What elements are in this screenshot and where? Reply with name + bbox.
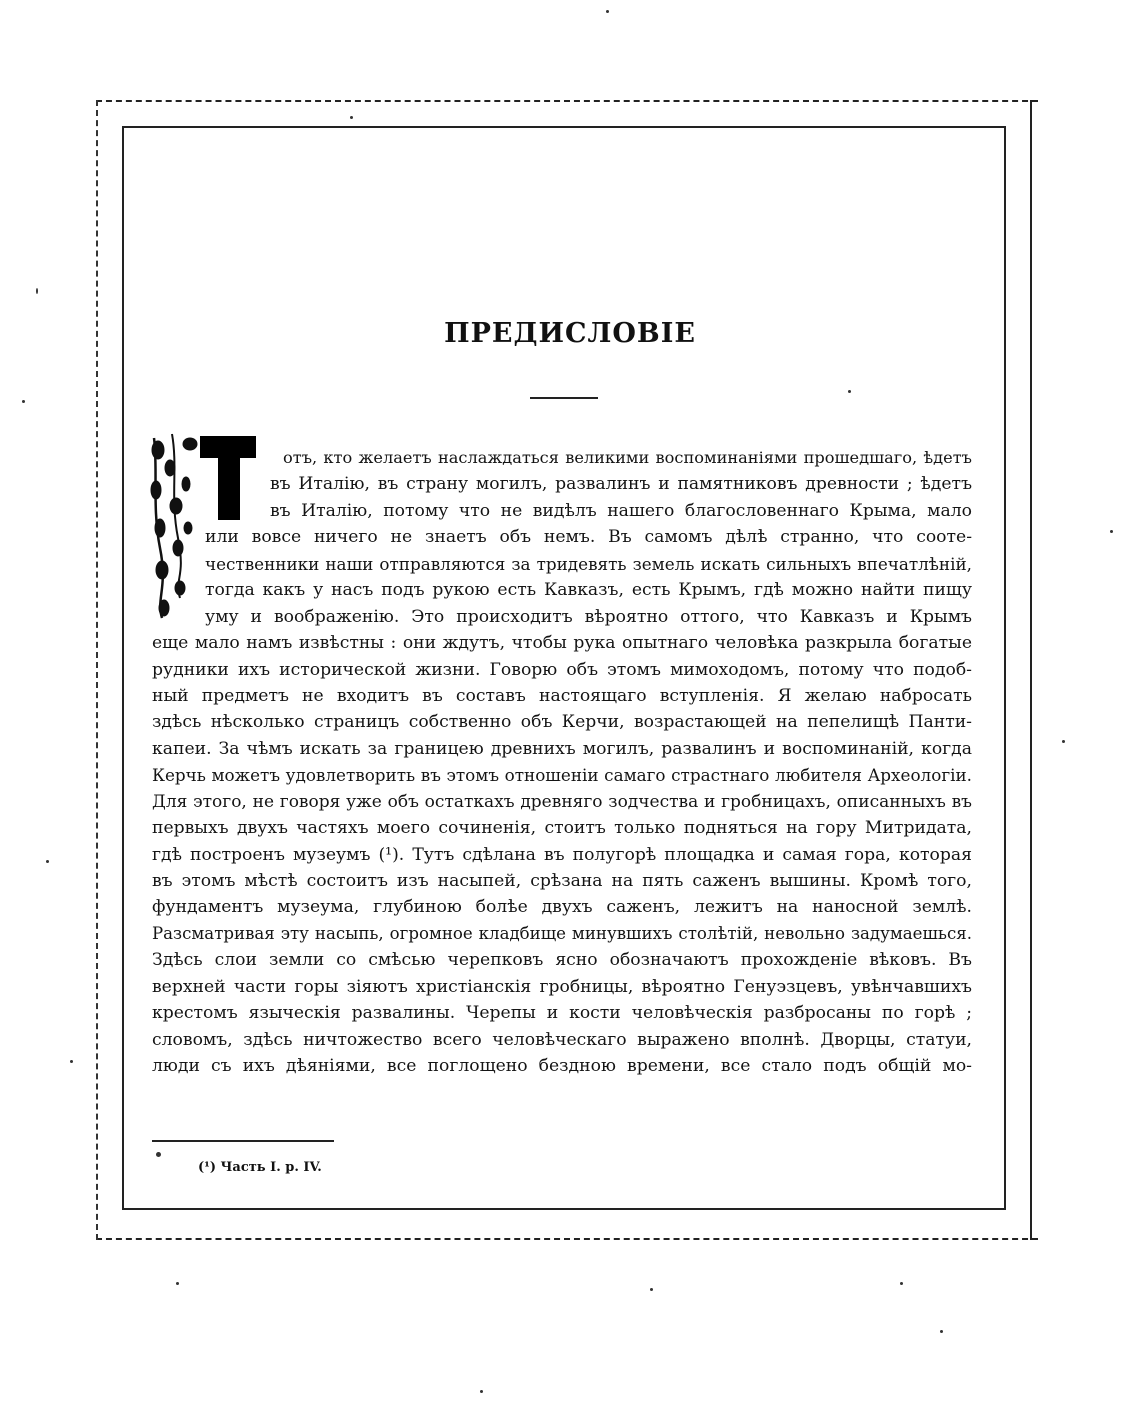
scan-speck xyxy=(940,1330,943,1333)
text-line: первыхъ двухъ частяхъ моего сочиненія, стоитъ только подняться на гору Митридата, xyxy=(152,818,972,839)
text-line: уму и воображенію. Это происходитъ вѣроятно оттого, что Кавказъ и Крымъ xyxy=(205,606,972,627)
scan-speck xyxy=(176,1282,179,1285)
text-line: еще мало намъ извѣстны : они ждутъ, чтобы рука опытнаго человѣка разкрыла богатые xyxy=(152,633,972,654)
footnote: (¹) Часть I. p. IV. xyxy=(198,1160,322,1175)
text-line: ный предметъ не входитъ въ составъ настоящаго вступленія. Я желаю набросать xyxy=(152,685,972,706)
text-line: люди съ ихъ дѣяніями, все поглощено бездною времени, все стало подъ общій мо- xyxy=(152,1056,972,1077)
preface-paragraph xyxy=(152,445,972,1080)
text-line: фундаментъ музеума, глубиною болѣе двухъ саженъ, лежитъ на наносной землѣ. xyxy=(152,897,972,918)
text-line: словомъ, здѣсь ничтожество всего человѣческаго выражено вполнѣ. Дворцы, статуи, xyxy=(152,1029,972,1050)
text-line: въ Италію, потому что не видѣлъ нашего благословеннаго Крыма, мало xyxy=(270,500,972,521)
title-rule xyxy=(530,397,598,399)
text-line: чественники наши отправляются за тридевять земель искать сильныхъ впечатлѣній, xyxy=(205,553,972,574)
text-line: гдѣ построенъ музеумъ (¹). Тутъ сдѣлана въ полугорѣ площадка и самая гора, которая xyxy=(152,844,972,865)
footnote-rule xyxy=(152,1140,334,1142)
text-line: или вовсе ничего не знаетъ объ немъ. Въ самомъ дѣлѣ странно, что сооте- xyxy=(205,527,972,548)
scan-speck xyxy=(606,10,609,13)
text-line: Для этого, не говоря уже объ остаткахъ древняго зодчества и гробницахъ, описанныхъ въ xyxy=(152,791,972,812)
scan-speck xyxy=(22,400,25,403)
text-line: Керчь можетъ удовлетворить въ этомъ отношеніи самаго страстнаго любителя Археологіи. xyxy=(152,765,972,786)
scan-speck xyxy=(156,1152,161,1157)
text-line: отъ, кто желаетъ наслаждаться великими воспоминаніями прошедшаго, ѣдетъ xyxy=(283,448,972,467)
scan-speck xyxy=(1110,530,1113,533)
scan-speck xyxy=(848,390,851,393)
page-title: ПРЕДИСЛОВІЕ xyxy=(444,318,696,349)
outer-border-right xyxy=(1030,100,1032,1240)
text-line: верхней части горы зіяютъ христіанскія гробницы, вѣроятно Генуэзцевъ, увѣнчавшихъ xyxy=(152,976,972,997)
text-line: Здѣсь слои земли со смѣсью черепковъ ясно обозначаютъ прохожденіе вѣковъ. Въ xyxy=(152,950,972,971)
scan-speck xyxy=(36,288,38,294)
text-line: тогда какъ у насъ подъ рукою есть Кавказъ, есть Крымъ, гдѣ можно найти пищу xyxy=(205,580,972,601)
scan-speck xyxy=(1062,740,1065,743)
scan-speck xyxy=(46,860,49,863)
outer-border-left xyxy=(96,100,98,1240)
text-line: Разсматривая эту насыпь, огромное кладбище минувшихъ столѣтій, невольно задумаешься. xyxy=(152,923,972,943)
text-line: въ Италію, въ страну могилъ, развалинъ и памятниковъ древности ; ѣдетъ xyxy=(270,474,972,495)
scan-speck xyxy=(650,1288,653,1291)
text-line: въ этомъ мѣстѣ состоитъ изъ насыпей, срѣзана на пять саженъ вышины. Кромѣ того, xyxy=(152,871,972,891)
text-line: капеи. За чѣмъ искать за границею древнихъ могилъ, развалинъ и воспоминаній, когда xyxy=(152,738,972,759)
text-line: здѣсь нѣсколько страницъ собственно объ Керчи, возрастающей на пепелищѣ Панти- xyxy=(152,712,972,733)
scan-speck xyxy=(900,1282,903,1285)
scan-speck xyxy=(480,1390,483,1393)
scan-speck xyxy=(70,1060,73,1063)
text-line: крестомъ языческія развалины. Черепы и кости человѣческія разбросаны по горѣ ; xyxy=(152,1003,972,1024)
text-line: рудники ихъ исторической жизни. Говорю объ этомъ мимоходомъ, потому что подоб- xyxy=(152,659,972,680)
scan-speck xyxy=(350,116,353,119)
